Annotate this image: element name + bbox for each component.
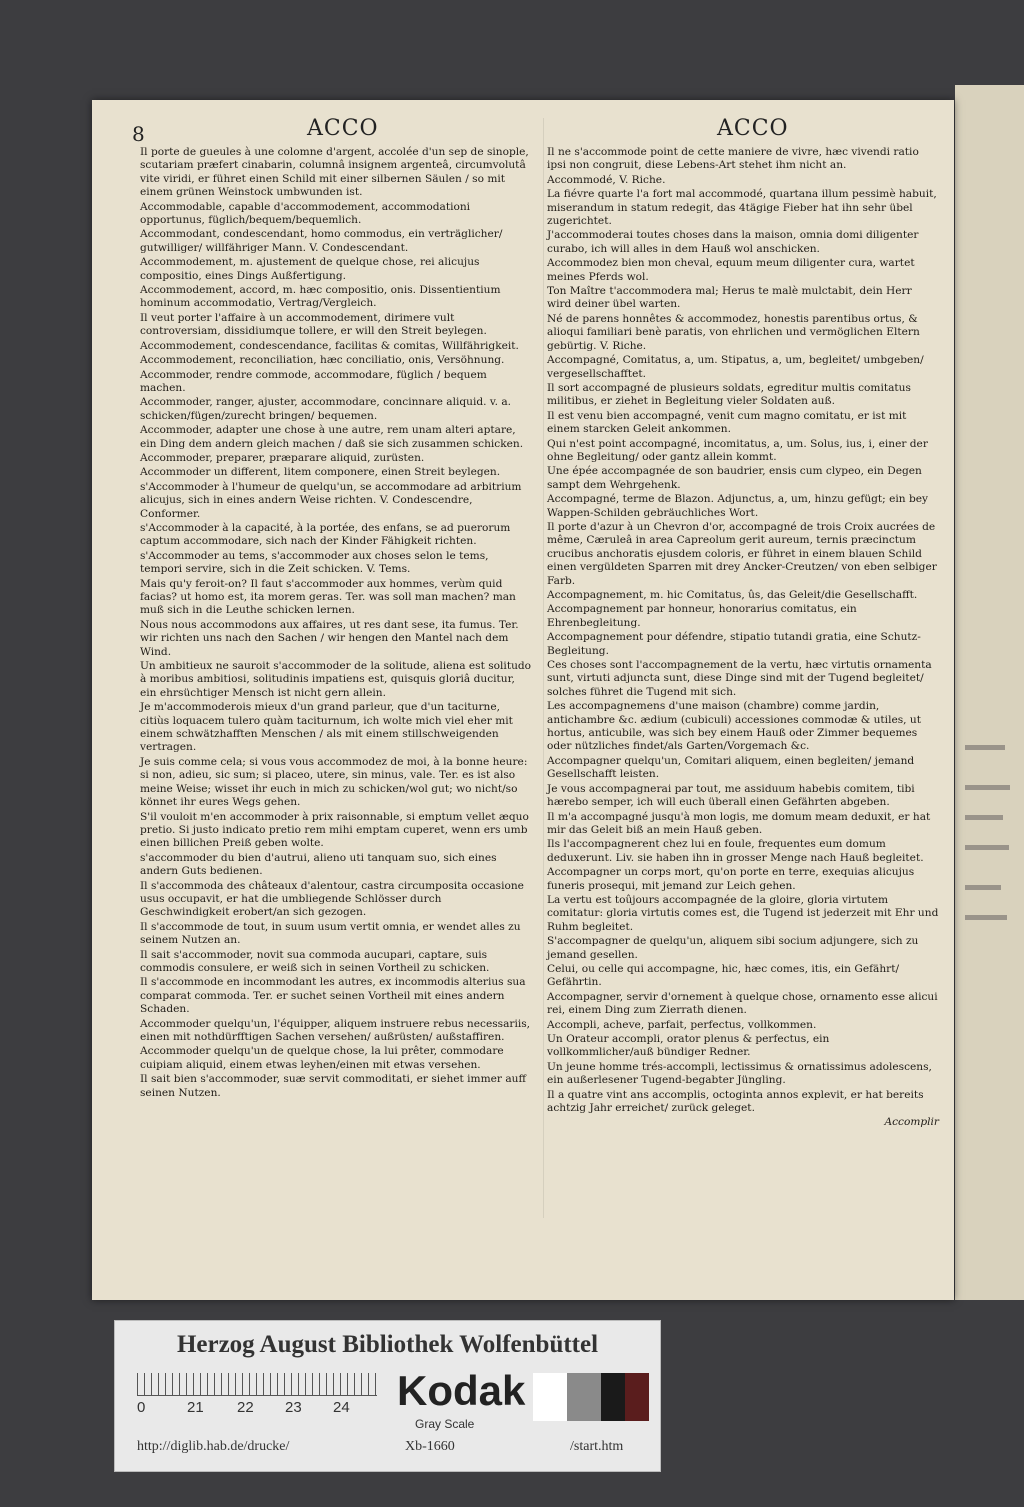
- left-running-header: ACCO: [307, 116, 379, 141]
- dictionary-entry: Accommoder quelqu'un, l'équipper, aliquem instruere rebus necessariis, einen mit nothdürfftigen Sachen versehen/ außrüsten/ außstaffiren.: [140, 1017, 531, 1043]
- dictionary-entry: Il s'accommode de tout, in suum usum vertit omnia, er wendet alles zu seinem Nutzen an.: [140, 920, 521, 947]
- dictionary-entry: s'accommoder du bien d'autrui, alieno uti tanquam suo, sich eines andern Guts bedienen.: [140, 851, 497, 878]
- dictionary-entry: Mais qu'y feroit-on? Il faut s'accommoder aux hommes, verùm quid facias? ut homo est, ita morem geras. Ter. was soll man machen? man muß sich in die Leuthe schicken lernen.: [140, 577, 516, 617]
- dictionary-entry: S'accompagner de quelqu'un, aliquem sibi socium adjungere, sich zu jemand gesellen.: [547, 935, 919, 961]
- dictionary-entry: Accompagner un corps mort, qu'on porte en terre, exequias alicujus funeris prosequi, mit jemand zur Leich gehen.: [547, 866, 915, 892]
- dictionary-entry: Accommodement, reconciliation, hæc conciliatio, onis, Versöhnung.: [140, 354, 505, 367]
- dictionary-entry: s'Accommoder à la capacité, à la portée, des enfans, se ad puerorum captum accommodare, sich nach der Kinder Fähigkeit richten.: [140, 521, 511, 548]
- dictionary-entry: Il veut porter l'affaire à un accommodement, dirimere vult controversiam, dissidiumque tollere, er will den Streit beylegen.: [140, 311, 487, 338]
- dictionary-entry: Un jeune homme trés-accompli, lectissimus & ornatissimus adolescens, ein außerlesener Tugend-begabter Jüngling.: [547, 1060, 932, 1087]
- dictionary-entry: Je vous accompagnerai par tout, me assiduum habebis comitem, tibi hærebo semper, ich will euch überall einen Gefährten abgeben.: [547, 782, 915, 809]
- dictionary-entry: Accommodé, V. Riche.: [547, 173, 666, 186]
- digital-library-url: http://diglib.hab.de/drucke/: [137, 1439, 290, 1454]
- dictionary-entry: J'accommoderai toutes choses dans la maison, omnia domi diligenter curabo, ich will alles in dem Hauß wol anschicken.: [547, 229, 919, 255]
- adjacent-text-line: [965, 845, 1009, 850]
- adjacent-page-edge: [955, 85, 1024, 1300]
- shelfmark: Xb-1660: [405, 1439, 455, 1454]
- dictionary-entry: Accommodable, capable d'accommodement, accommodationi opportunus, füglich/bequem/bequemlich.: [140, 200, 471, 227]
- column-gutter: [543, 118, 544, 1218]
- dictionary-entry: Accommoder, ranger, ajuster, accommodare, concinnare aliquid. v. a. schicken/fügen/zurecht bringen/ bequemen.: [140, 396, 512, 422]
- dictionary-entry: Accommoder quelqu'un de quelque chose, la lui prêter, commodare cuipiam aliquid, einem etwas leyhen/einen mit etwas versehen.: [140, 1045, 504, 1071]
- dictionary-entry: Accommodez bien mon cheval, equum meum diligenter cura, wartet meines Pferds wol.: [547, 257, 915, 283]
- dictionary-entry: Il porte d'azur à un Chevron d'or, accompagné de trois Croix aucrées de même, Cæruleâ in area Capreolum gerit aureum, ternis præcinctum crucibus anchoratis ejusdem coloris, er führet in einem blauen Schild einen vergüldeten Sparren mit drey Ancker-Creutzen/ von eben selbiger Farb.: [547, 520, 937, 587]
- dictionary-entry: Il porte de gueules à une colomne d'argent, accolée d'un sep de sinople, scutariam præfert cinabarin, columnâ insignem argenteâ, circumvolutâ vite viridi, er führet einen Schild mit einer silbernen Säulen / so mit einem grünen Weinstock umbwunden ist.: [140, 146, 529, 199]
- dictionary-entry: Un ambitieux ne sauroit s'accommoder de la solitude, aliena est solitudo à moribus ambitiosi, solitudinis impatiens est, quisquis gloriâ ducitur, ein ehrsüchtiger Mensch ist nicht gern allein.: [140, 660, 532, 699]
- dictionary-entry: Accompagnement, m. hic Comitatus, ûs, das Geleit/die Gesellschafft.: [547, 589, 918, 601]
- dictionary-entry: Accommoder, rendre commode, accommodare, füglich / bequem machen.: [140, 368, 487, 394]
- adjacent-text-line: [965, 745, 1005, 750]
- start-link: /start.htm: [570, 1439, 624, 1454]
- dictionary-entry: Nous nous accommodons aux affaires, ut res dant sese, ita fumus. Ter. wir richten uns nach den Sachen / wir hengen den Mantel nach dem Wind.: [140, 618, 519, 658]
- dictionary-entry: Qui n'est point accompagné, incomitatus, a, um. Solus, ius, i, einer der ohne Begleitung/ oder gantz allein kommt.: [547, 437, 928, 463]
- dictionary-entry: Je suis comme cela; si vous vous accommodez de moi, à la bonne heure: si non, adieu, sic sum; si placeo, utere, sin minus, vale. Ter. es ist also meine Weise; wisset ihr euch in mich zu schicken/wol gut; wo nicht/so könnet ihr eures Wegs gehen.: [140, 755, 528, 809]
- dictionary-entry: Accompagné, Comitatus, a, um. Stipatus, a, um, begleitet/ umbgeben/ vergesellschafftet.: [547, 354, 924, 380]
- dictionary-entry: Il m'a accompagné jusqu'à mon logis, me domum meam deduxit, er hat mir das Geleit biß an mein Hauß geben.: [547, 810, 931, 836]
- dictionary-entry: La fiévre quarte l'a fort mal accommodé, quartana illum pessimè habuit, miserandum in statum redegit, das 4tägige Fieber hat ihn sehr übel zugerichtet.: [547, 188, 937, 228]
- dictionary-entry: Accommoder un different, litem componere, einen Streit beylegen.: [140, 466, 501, 479]
- dictionary-entry: Accommodant, condescendant, homo commodus, ein verträglicher/ gutwilliger/ willfähriger Mann. V. Condescendant.: [140, 228, 503, 254]
- dictionary-entry: Accompagner quelqu'un, Comitari aliquem, einen begleiten/ jemand Gesellschafft leisten.: [547, 754, 915, 781]
- dictionary-entry: S'il vouloit m'en accommoder à prix raisonnable, si emptum vellet æquo pretio. Si justo indicato pretio rem mihi emptam cuperet, wenn ers umb einen billichen Preiß geben wolte.: [140, 810, 529, 850]
- dictionary-entry: Ces choses sont l'accompagnement de la vertu, hæc virtutis ornamenta sunt, virtuti adjuncta sunt, diese Dinge sind mit der Tugend begleitet/ solches führet die Tugend mit sich.: [547, 659, 932, 698]
- color-swatch: [533, 1373, 567, 1421]
- dictionary-entry: Accompagné, terme de Blazon. Adjunctus, a, um, hinzu gefügt; ein bey Wappen-Schilden gebräuchliches Wort.: [547, 493, 929, 519]
- dictionary-entry: Les accompagnemens d'une maison (chambre) comme jardin, antichambre &c. ædium (cubiculi) accessiones commodæ & utiles, ut hortus, anticubile, was sich bey einem Hauß oder Zimmer bequemes oder nützliches findet/als Garten/Vorgemach &c.: [547, 700, 921, 753]
- ruler-numbers: [137, 1399, 377, 1415]
- dictionary-entry: Celui, ou celle qui accompagne, hic, hæc comes, itis, ein Gefährt/ Gefährtin.: [547, 962, 900, 989]
- dictionary-entry: La vertu est toûjours accompagnée de la gloire, gloria virtutem comitatur: gloria virtutis comes est, die Tugend ist jederzeit mit Ehr und Ruhm begleitet.: [547, 893, 939, 933]
- catchword: Accomplir: [884, 1116, 939, 1129]
- dictionary-entry: Un Orateur accompli, orator plenus & perfectus, ein vollkommlicher/auß bündiger Redner.: [547, 1033, 830, 1059]
- dictionary-entry: Il sait s'accommoder, novit sua commoda aucupari, captare, suis commodis consulere, er weiß sich in seinen Vortheil zu schicken.: [140, 948, 490, 974]
- ruler-number: 22: [237, 1399, 254, 1416]
- right-column: [547, 146, 939, 1131]
- measurement-ruler: [137, 1373, 377, 1396]
- right-running-header: ACCO: [717, 116, 789, 141]
- left-column: [140, 146, 532, 1101]
- dictionary-entry: Il a quatre vint ans accomplis, octoginta annos explevit, er hat bereits achtzig Jahr erreichet/ zurück geleget.: [547, 1088, 924, 1115]
- adjacent-text-line: [965, 915, 1007, 920]
- kodak-logo: Kodak: [397, 1367, 526, 1414]
- dictionary-entry: s'Accommoder à l'humeur de quelqu'un, se accommodare ad arbitrium alicujus, sich in eines andern Weise richten. V. Condescendre, Conformer.: [140, 480, 522, 520]
- dictionary-entry: Une épée accompagnée de son baudrier, ensis cum clypeo, ein Degen sampt dem Wehrgehenk.: [547, 465, 922, 491]
- color-swatch: [625, 1373, 649, 1421]
- dictionary-entry: Ton Maître t'accommodera mal; Herus te malè mulctabit, dein Herr wird deiner übel warten.: [547, 285, 912, 311]
- ruler-number: 24: [333, 1399, 350, 1416]
- dictionary-entry: Accommodement, condescendance, facilitas & comitas, Willfährigkeit.: [140, 339, 519, 352]
- dictionary-entry: Il ne s'accommode point de cette maniere de vivre, hæc vivendi ratio ipsi non congruit, diese Lebens-Art stehet ihm nicht an.: [547, 146, 919, 172]
- ruler-number: 21: [187, 1399, 204, 1416]
- dictionary-entry: Accommodement, m. ajustement de quelque chose, rei alicujus compositio, eines Dings Außfertigung.: [140, 256, 480, 282]
- dictionary-entry: Accompagnement pour défendre, stipatio tutandi gratia, eine Schutz-Begleitung.: [547, 631, 921, 657]
- dictionary-entry: s'Accommoder au tems, s'accommoder aux choses selon le tems, tempori servire, sich in die Zeit schicken. V. Tems.: [140, 549, 489, 576]
- dictionary-entry: Il sort accompagné de plusieurs soldats, egreditur multis comitatus militibus, er ziehet in Begleitung vieler Soldaten auß.: [547, 381, 911, 408]
- dictionary-entry: Accompli, acheve, parfait, perfectus, vollkommen.: [547, 1018, 817, 1031]
- dictionary-entry: Né de parens honnêtes & accommodez, honestis parentibus ortus, & alioqui familiari benè paratis, von ehrlichen und vermöglichen Eltern gebürtig. V. Riche.: [547, 312, 920, 352]
- color-calibration-card: [114, 1320, 661, 1472]
- library-name: Herzog August Bibliothek Wolfenbüttel: [176, 1331, 599, 1358]
- color-swatch: [567, 1373, 601, 1421]
- adjacent-text-line: [965, 885, 1001, 890]
- gray-scale-label: Gray Scale: [415, 1417, 475, 1431]
- dictionary-entry: Accompagnement par honneur, honorarius comitatus, ein Ehrenbegleitung.: [547, 603, 857, 629]
- adjacent-text-line: [965, 785, 1010, 790]
- dictionary-entry: Accommoder, preparer, præparare aliquid, zurüsten.: [140, 451, 425, 464]
- dictionary-entry: Il s'accommoda des châteaux d'alentour, castra circumposita occasione usus occupavit, er hat die umbliegende Schlösser durch Geschwindigkeit erobert/an sich gezogen.: [140, 879, 524, 919]
- dictionary-entry: Je m'accommoderois mieux d'un grand parleur, que d'un taciturne, citiùs loquacem tulero quàm taciturnum, ich wolte mich viel eher mit einem schwätzhafften Menschen / als mit einem stillschweigenden vertragen.: [140, 701, 513, 754]
- dictionary-entry: Ils l'accompagnerent chez lui en foule, frequentes eum domum deduxerunt. Liv. sie haben ihn in grosser Menge nach Hauß begleitet.: [547, 838, 924, 864]
- dictionary-entry: Il est venu bien accompagné, venit cum magno comitatu, er ist mit einem starcken Geleit ankommen.: [547, 409, 907, 436]
- adjacent-text-line: [965, 815, 1003, 820]
- dictionary-page: [92, 100, 954, 1300]
- dictionary-entry: Il s'accommode en incommodant les autres, ex incommodis alterius sua comparat commoda. Ter. er suchet seinen Vortheil mit eines andern Schaden.: [140, 976, 526, 1016]
- ruler-number: 0: [137, 1399, 146, 1416]
- dictionary-entry: Accompagner, servir d'ornement à quelque chose, ornamento esse alicui rei, einem Ding zum Zierrath dienen.: [547, 990, 938, 1017]
- dictionary-entry: Accommoder, adapter une chose à une autre, rem unam alteri aptare, ein Ding dem andern gleich machen / daß sie sich zusammen schicken.: [140, 424, 524, 450]
- dictionary-entry: Accommodement, accord, m. hæc compositio, onis. Dissentientium hominum accommodatio, Vertrag/Vergleich.: [140, 284, 501, 310]
- ruler-number: 23: [285, 1399, 302, 1416]
- dictionary-entry: Il sait bien s'accommoder, suæ servit commoditati, er siehet immer auff seinen Nutzen.: [140, 1073, 527, 1099]
- page-number: 8: [132, 122, 145, 146]
